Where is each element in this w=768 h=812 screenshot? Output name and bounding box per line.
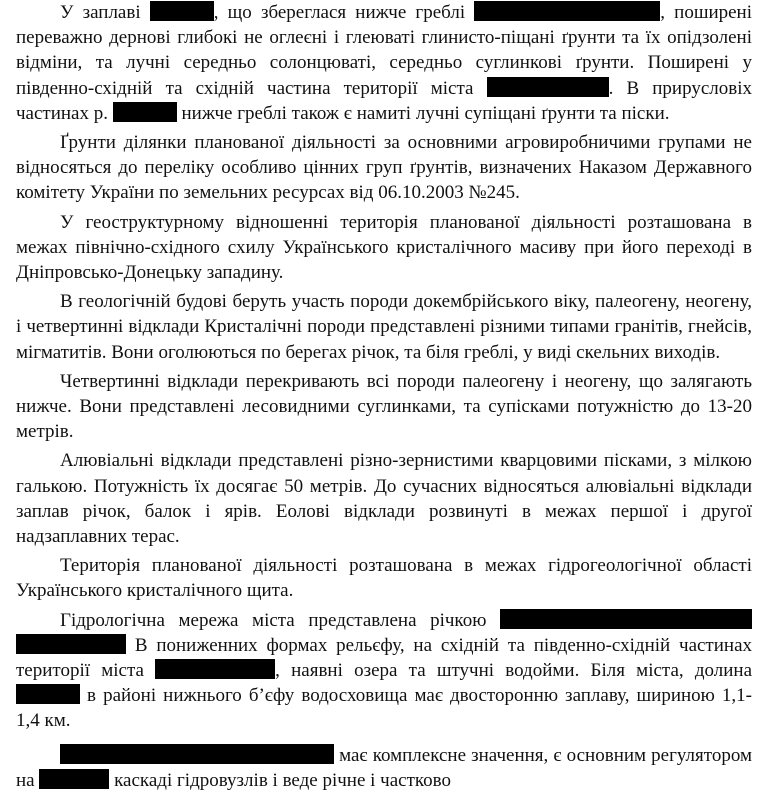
- redaction-box: [39, 769, 109, 789]
- text-segment: . В прирусловіх частинах р.: [16, 77, 753, 124]
- text-segment: В пониженних формах рельєфу, на східній та південно-східній частинах території міста: [16, 634, 753, 682]
- text-segment: нижче греблі також є намиті лучні супіщані ґрунти та піски.: [181, 102, 670, 124]
- paragraph-geology: В геологічній будові беруть участь породи докембрійського віку, палеогену, неогену, і четвертинні відклади Кристалічні породи представлені різними типами гранітів, гнейсів, мігматитів. Вони оголюються по берегах річок, та біля греблі, у виді скельних виходів.: [16, 291, 752, 363]
- text-segment: , що збереглася нижче греблі: [213, 2, 466, 23]
- redaction-box: [155, 659, 275, 679]
- redaction-box: [16, 634, 126, 654]
- text-segment: каскаді гідровузлів і веде річне і частково: [114, 769, 452, 791]
- paragraph-reservoir: [16, 743, 752, 793]
- redaction-box: [113, 102, 177, 122]
- redaction-box: [60, 744, 334, 764]
- text-segment: в районі нижнього б’єфу водосховища має двосторонню заплаву, шириною 1,1-1,4 км.: [16, 685, 752, 732]
- paragraph-alluvial: Алювіальні відклади представлені різно-зернистими кварцовими пісками, з мілкою галькою. Потужність їх досягає 50 метрів. До сучасних відносяться алювіальні відклади заплав річок, балок і ярів. Еолові відклади розвинуті в межах першої і другої надзаплавних терас.: [16, 450, 752, 548]
- paragraph-soils-floodplain: [16, 0, 752, 126]
- text-segment: , поширені переважно дернові глибокі не оглеєні і глеюваті глинисто-піщані ґрунти та їх опідзолені відміни, та лучні середньо солонцюваті, середньо суглинкові ґрунти. Поширені у південно-східній та східній частина території міста: [16, 2, 753, 99]
- text-segment: У заплаві: [60, 2, 141, 23]
- redaction-box: [487, 77, 609, 97]
- text-segment: Гідрологічна мережа міста представлена річкою: [60, 609, 487, 631]
- paragraph-soils-groups: Ґрунти ділянки планованої діяльності за основними агровиробничими групами не відносяться до переліку особливо цінних груп ґрунтів, визначених Наказом Державного комітету України по земельних ресурсах від 06.10.2003 №245.: [16, 132, 752, 204]
- text-segment: , наявні озера та штучні водойми. Біля міста, долина: [275, 660, 753, 682]
- paragraph-geostructure: У геоструктурному відношенні територія планованої діяльності розташована в межах північно-східного схилу Українського кристалічного масиву при його переході в Дніпровсько-Донецьку западину.: [16, 211, 752, 284]
- text-segment: має комплексне значення, є основним регулятором на: [16, 744, 752, 791]
- redaction-box: [150, 1, 214, 21]
- redaction-box: [500, 609, 752, 629]
- paragraph-hydrogeology: Територія планованої діяльності розташована в межах гідрогеологічної області Українського кристалічного щита.: [16, 555, 752, 602]
- redaction-box: [16, 684, 80, 704]
- paragraph-quaternary: Четвертинні відклади перекривають всі породи палеогену і неогену, що залягають нижче. Вони представлені лесовидними суглинками, та супісками потужністю до 13-20 метрів.: [16, 370, 752, 443]
- paragraph-hydrology: [16, 608, 752, 734]
- redaction-box: [474, 1, 660, 21]
